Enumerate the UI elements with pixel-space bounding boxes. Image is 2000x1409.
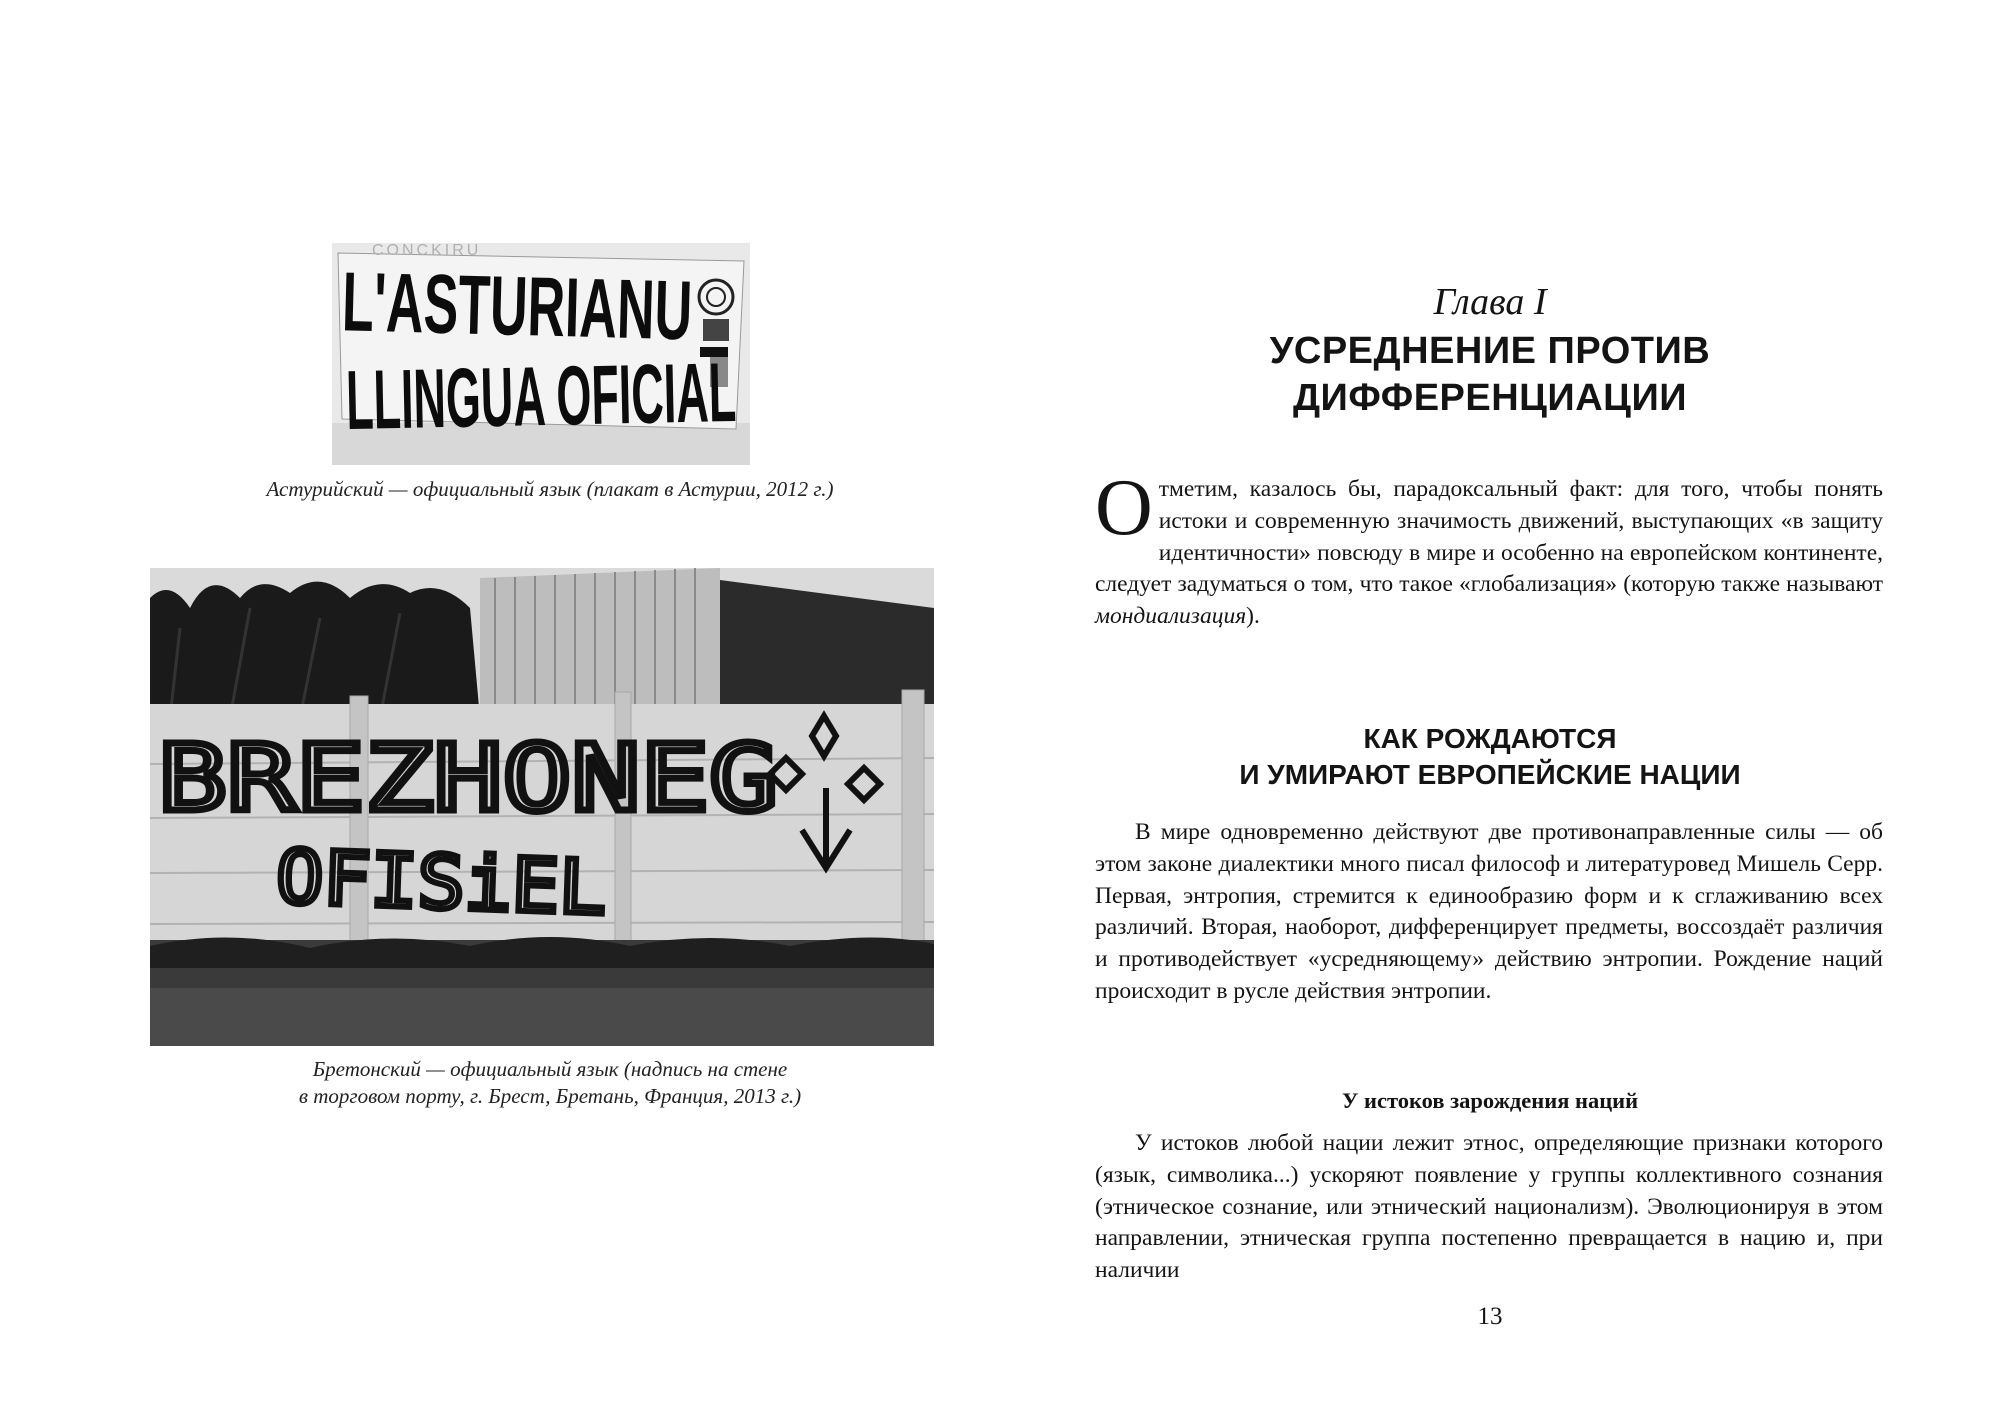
chapter-title bbox=[1000, 328, 1980, 422]
intro-text-end: ). bbox=[1246, 603, 1260, 630]
photo1-caption: Астурийский — официальный язык (плакат в Астурии, 2012 г.) bbox=[266, 477, 834, 501]
drop-cap: О bbox=[1095, 464, 1153, 552]
sign-line-1: L'ASTURIANU bbox=[341, 254, 910, 364]
section-title bbox=[1000, 721, 1980, 793]
subsection-paragraph bbox=[1095, 1128, 1883, 1287]
page-number: 13 bbox=[1477, 1303, 1503, 1330]
chapter-title-line2: ДИФФЕРЕНЦИАЦИИ bbox=[1292, 377, 1688, 419]
subsection-paragraph-text: У истоков любой нации лежит этнос, определяющие признаки которого (язык, символика...) ускоряют появление у группы коллективного сознания (этническое сознание, или этнический национализм). Эволюционируя в этом направлении, этническая группа постепенно превращается в нацию и, при наличии bbox=[1095, 1130, 1883, 1284]
section-paragraph bbox=[1095, 817, 1883, 1008]
section-paragraph-text: В мире одновременно действуют две противонаправленные силы — об этом законе диалектики много писал философ и литературовед Мишель Серр. Первая, энтропия, стремится к единообразию форм и к сглаживанию всех различий. Вторая, наоборот, дифференцирует предметы, воссоздаёт различия и противодействует «усредняющему» действию энтропии. Рождение наций происходит в русле действия энтропии. bbox=[1095, 819, 1883, 1004]
sign-line-2: LLINGUA OFICIAL bbox=[345, 337, 1077, 448]
section-title-line1: КАК РОЖДАЮТСЯ bbox=[1363, 723, 1617, 754]
subsection-title: У истоков зарождения наций bbox=[1341, 1088, 1639, 1113]
graffiti-line-1: BREZHONEG bbox=[158, 725, 778, 832]
svg-text:CONCKIRU: CONCKIRU bbox=[372, 242, 482, 259]
intro-italic-term: мондиализация bbox=[1095, 603, 1247, 630]
intro-text: тметим, казалось бы, парадоксальный факт: для того, чтобы понять истоки и современную значимость движений, выступающих «в защиту идентичности» повсюду в мире и особенно на европейском континенте, следует задуматься о том, что такое «глобализация» (которую также называют bbox=[1095, 476, 1883, 598]
chapter-label: Глава I bbox=[1433, 281, 1547, 323]
photo2-caption bbox=[100, 1056, 1000, 1110]
section-title-line2: И УМИРАЮТ ЕВРОПЕЙСКИЕ НАЦИИ bbox=[1239, 759, 1741, 790]
photo2-caption-line2: в торговом порту, г. Брест, Бретань, Франция, 2013 г.) bbox=[298, 1084, 802, 1108]
asturian-sign-photo bbox=[332, 242, 1077, 465]
photo2-caption-line1: Бретонский — официальный язык (надпись на стене bbox=[312, 1057, 788, 1081]
chapter-title-line1: УСРЕДНЕНИЕ ПРОТИВ bbox=[1269, 330, 1711, 372]
intro-paragraph bbox=[1095, 464, 1883, 633]
breton-graffiti-photo bbox=[150, 568, 934, 1046]
right-page bbox=[1000, 0, 2000, 1409]
graffiti-line-2: OFISiEL bbox=[274, 834, 590, 932]
